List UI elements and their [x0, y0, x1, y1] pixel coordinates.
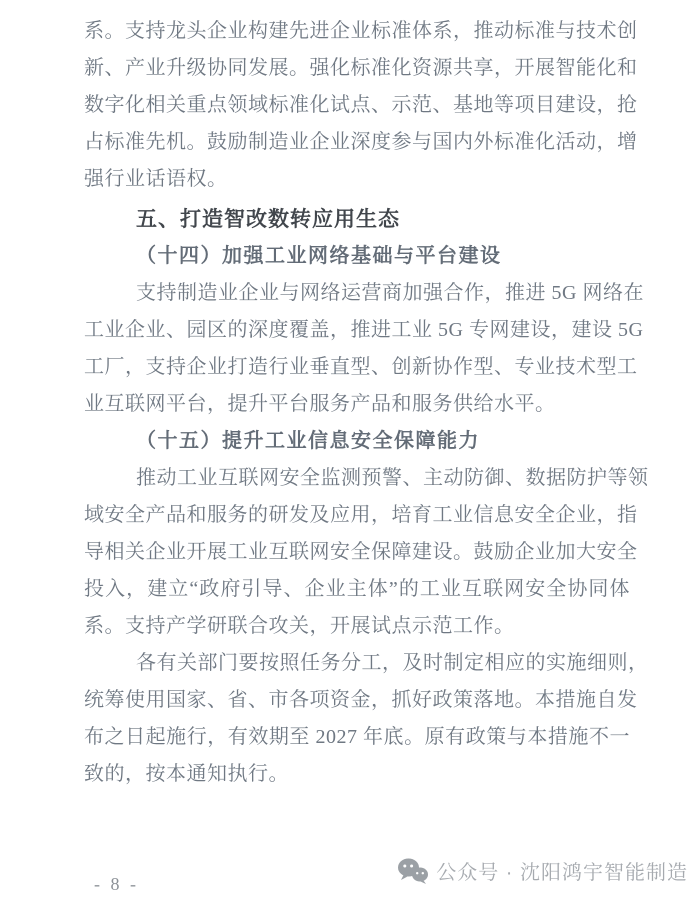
text-line: 系。支持产学研联合攻关，开展试点示范工作。	[84, 615, 515, 637]
text-line: 域安全产品和服务的研发及应用，培育工业信息安全企业，指	[84, 504, 638, 526]
section-heading-5: 五、打造智改数转应用生态	[136, 208, 400, 231]
text-line: 投入，建立“政府引导、企业主体”的工业互联网安全协同体	[84, 578, 630, 600]
text-line: 布之日起施行，有效期至 2027 年底。原有政策与本措施不一	[84, 726, 630, 748]
wechat-icon	[397, 857, 429, 885]
text-line: 工业企业、园区的深度覆盖，推进工业 5G 专网建设，建设 5G	[84, 319, 644, 341]
page-number: - 8 -	[94, 874, 139, 894]
paragraph-standards-continuation	[84, 13, 638, 198]
watermark-text: 公众号 · 沈阳鸿宇智能制造	[436, 862, 688, 884]
paragraph-security	[84, 460, 649, 645]
text-line: 工厂，支持企业打造行业垂直型、创新协作型、专业技术型工	[84, 356, 638, 378]
text-line: 推动工业互联网安全监测预警、主动防御、数据防护等领	[136, 467, 649, 489]
subheading-item-14: （十四）加强工业网络基础与平台建设	[136, 245, 502, 267]
text-line: 新、产业升级协同发展。强化标准化资源共享，开展智能化和	[84, 57, 638, 79]
text-line: 各有关部门要按照任务分工，及时制定相应的实施细则，	[136, 652, 649, 674]
document-content	[84, 13, 649, 793]
subheading-item-15: （十五）提升工业信息安全保障能力	[136, 430, 480, 452]
text-line: 业互联网平台，提升平台服务产品和服务供给水平。	[84, 393, 556, 415]
text-line: 支持制造业企业与网络运营商加强合作，推进 5G 网络在	[136, 282, 644, 304]
paragraph-network-platform	[84, 275, 644, 423]
text-line: 导相关企业开展工业互联网安全保障建设。鼓励企业加大安全	[84, 541, 638, 563]
text-line: 统筹使用国家、省、市各项资金，抓好政策落地。本措施自发	[84, 689, 638, 711]
text-line: 致的，按本通知执行。	[84, 763, 289, 785]
text-line: 占标准先机。鼓励制造业企业深度参与国内外标准化活动，增	[84, 131, 638, 153]
text-line: 强行业话语权。	[84, 168, 228, 190]
watermark	[397, 856, 688, 885]
text-line: 系。支持龙头企业构建先进企业标准体系，推动标准与技术创	[84, 20, 638, 42]
paragraph-implementation	[84, 645, 649, 793]
text-line: 数字化相关重点领域标准化试点、示范、基地等项目建设，抢	[84, 94, 638, 116]
